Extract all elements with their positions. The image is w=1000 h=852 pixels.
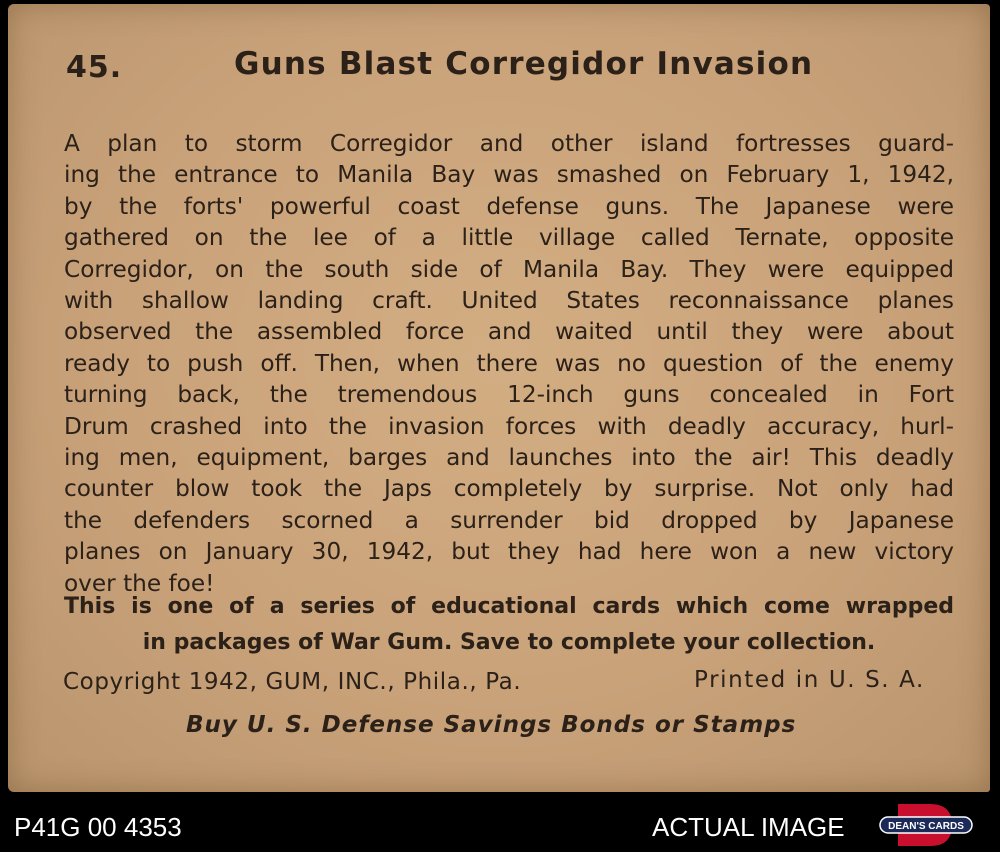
bonds-slogan: Buy U. S. Defense Savings Bonds or Stamps [186, 712, 797, 738]
body-line: ing men, equipment, barges and launches into the air! This deadly [64, 444, 954, 472]
body-line: with shallow landing craft. United States reconnaissance planes [64, 287, 954, 315]
body-line: the defenders scorned a surrender bid dropped by Japanese [64, 506, 954, 534]
promo-line: in packages of War Gum. Save to complete your collection. [142, 630, 876, 655]
printed-in-text: Printed in U. S. A. [694, 667, 925, 693]
actual-image-label: ACTUAL IMAGE [652, 812, 845, 842]
card-number: 45. [66, 50, 123, 85]
body-line: planes on January 30, 1942, but they had here won a new victory [64, 538, 954, 566]
copyright-text: Copyright 1942, GUM, INC., Phila., Pa. [63, 669, 522, 695]
body-line: by the forts' powerful coast defense guns. The Japanese were [64, 192, 954, 220]
body-line: over the foe! [64, 569, 215, 597]
svg-text:DEAN'S CARDS: DEAN'S CARDS [888, 821, 964, 832]
body-line: counter blow took the Japs completely by surprise. Not only had [64, 475, 954, 503]
body-line: A plan to storm Corregidor and other island fortresses guard- [64, 130, 954, 157]
body-line: ready to push off. Then, when there was no question of the enemy [64, 349, 954, 377]
body-line: observed the assembled force and waited until they were about [64, 318, 954, 346]
card-title: Guns Blast Corregidor Invasion [234, 46, 814, 82]
promo-text [64, 589, 954, 661]
body-line: ing the entrance to Manila Bay was smashed on February 1, 1942, [64, 161, 954, 189]
deans-cards-logo [878, 802, 974, 848]
promo-line: This is one of a series of educational cards which come wrapped [64, 594, 954, 619]
body-line: Drum crashed into the invasion forces with deadly accuracy, hurl- [64, 412, 954, 440]
cert-number: P41G 00 4353 [14, 812, 182, 842]
body-line: gathered on the lee of a little village called Ternate, opposite [64, 224, 954, 252]
card-body [64, 128, 954, 599]
body-line: Corregidor, on the south side of Manila Bay. They were equipped [64, 255, 954, 283]
card-back [8, 4, 990, 792]
body-line: turning back, the tremendous 12-inch guns concealed in Fort [64, 381, 954, 409]
